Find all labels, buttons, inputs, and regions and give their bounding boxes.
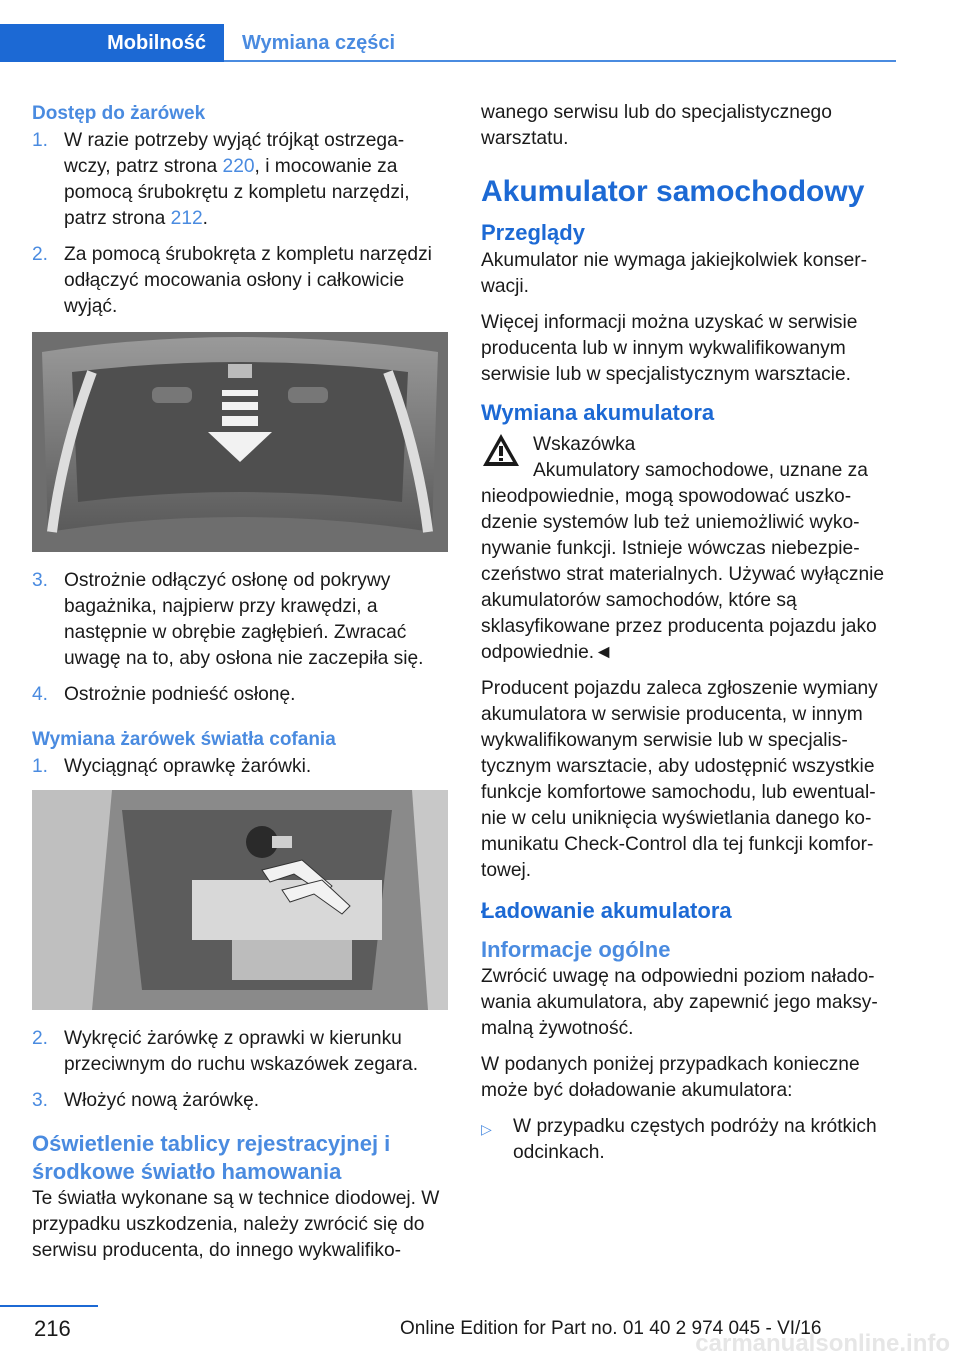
page-header xyxy=(0,0,960,62)
section-title-bulb-access: Dostęp do żarówek xyxy=(32,103,206,124)
tab-mobilnosc[interactable]: Mobilność xyxy=(0,24,224,62)
plate-light-text: Te światła wykonane są w technice diodowej. W przypadku uszkodzenia, należy zwrócić się do serwisu producenta, do innego wykwalifiko- xyxy=(32,1188,440,1261)
general-text-1: Zwrócić uwagę na odpowiedni poziom nałado-wania akumulatora, aby zapewnić jego maksy-malną żywotność. xyxy=(481,966,878,1039)
list-item: 4. Ostrożnie podnieść osłonę. xyxy=(32,684,296,705)
heading-general-info: Informacje ogólne xyxy=(481,937,671,962)
warning-first-line: Akumulatory samochodowe, uznane za xyxy=(533,460,868,481)
right-column xyxy=(481,100,896,1166)
warning-label: Wskazówka xyxy=(533,434,636,455)
edition-info: Online Edition for Part no. 01 40 2 974 045 - VI/16 xyxy=(400,1318,822,1339)
heading-battery-charging: Ładowanie akumulatora xyxy=(481,898,732,923)
tab-wymiana-czesci[interactable]: Wymiana części xyxy=(242,31,396,54)
page-link-212[interactable]: 212 xyxy=(170,208,203,229)
watermark: carmanualsonline.info xyxy=(695,1330,950,1357)
heading-battery: Akumulator samochodowy xyxy=(481,175,865,208)
bullet-triangle-icon: ▷ xyxy=(481,1121,492,1137)
list-item: 1. W razie potrzeby wyjąć trójkąt ostrzega-wczy, patrz strona 220, i mocowanie za pomocą śrubokrętu z kompletu narzędzi, patrz strona 212. xyxy=(32,130,410,229)
list-item: 1. Wyciągnąć oprawkę żarówki. xyxy=(32,756,312,777)
list-item: ▷ W przypadku częstych podróży na krótkich odcinkach. xyxy=(481,1114,896,1166)
trunk-lid-image xyxy=(32,332,448,552)
header-divider xyxy=(224,60,896,62)
left-column xyxy=(32,100,448,1274)
list-item: 3. Ostrożnie odłączyć osłonę od pokrywy bagażnika, najpierw przy krawędzi, a następnie w obrębie zagłębień. Zwracać uwagę na to, aby osłona nie zaczepiła się. xyxy=(32,570,424,669)
footer-divider xyxy=(0,1305,98,1307)
section-title-plate-light: Oświetlenie tablicy rejestracyjnej i środkowe światło hamowania xyxy=(32,1131,391,1184)
list-item: 2. Wykręcić żarówkę z oprawki w kierunku przeciwnym do ruchu wskazówek zegara. xyxy=(32,1028,419,1075)
heading-battery-replacement: Wymiana akumulatora xyxy=(481,400,715,425)
heading-inspection: Przeglądy xyxy=(481,220,585,245)
bulb-holder-image xyxy=(32,790,448,1010)
warning-note xyxy=(481,432,896,484)
list-item: 2. Za pomocą śrubokręta z kompletu narzędzi odłączyć mocowania osłony i całkowicie wyjąć. xyxy=(32,244,432,317)
inspection-text-2: Więcej informacji można uzyskać w serwisie producenta lub w innym wykwalifikowanym serwisie lub w specjalistycznym warsztacie. xyxy=(481,312,858,385)
page-link-220[interactable]: 220 xyxy=(222,156,255,177)
general-text-2: W podanych poniżej przypadkach konieczne może być doładowanie akumulatora: xyxy=(481,1054,860,1101)
warning-text: nieodpowiednie, mogą spowodować uszko-dzenie systemów lub też uniemożliwić wyko-nywanie funkcji. Istnieje wówczas niebezpie-czeństwo strat materialnych. Używać wyłącznie akumulatorów samochodów, które są sklasyfikowane przez producenta pojazdu jako odpowiednie.◄ xyxy=(481,486,885,663)
continued-text: wanego serwisu lub do specjalistycznego warsztatu. xyxy=(481,102,832,149)
page-number: 216 xyxy=(34,1316,71,1341)
warning-triangle-icon xyxy=(481,432,521,468)
replacement-text: Producent pojazdu zaleca zgłoszenie wymiany akumulatora w serwisie producenta, w innym wykwalifikowanym serwisie lub w specjalis-tycznym warsztacie, aby udostępnić wszystkie funkcje komfortowe samochodu, lub ewentual-nie w celu uniknięcia wyświetlania danego ko-munikatu Check-Control dla tej funkcji komfor-towej. xyxy=(481,678,878,881)
section-title-reverse-light: Wymiana żarówek światła cofania xyxy=(32,729,336,750)
inspection-text-1: Akumulator nie wymaga jakiejkolwiek konser-wacji. xyxy=(481,250,868,297)
list-item: 3. Włożyć nową żarówkę. xyxy=(32,1090,260,1111)
